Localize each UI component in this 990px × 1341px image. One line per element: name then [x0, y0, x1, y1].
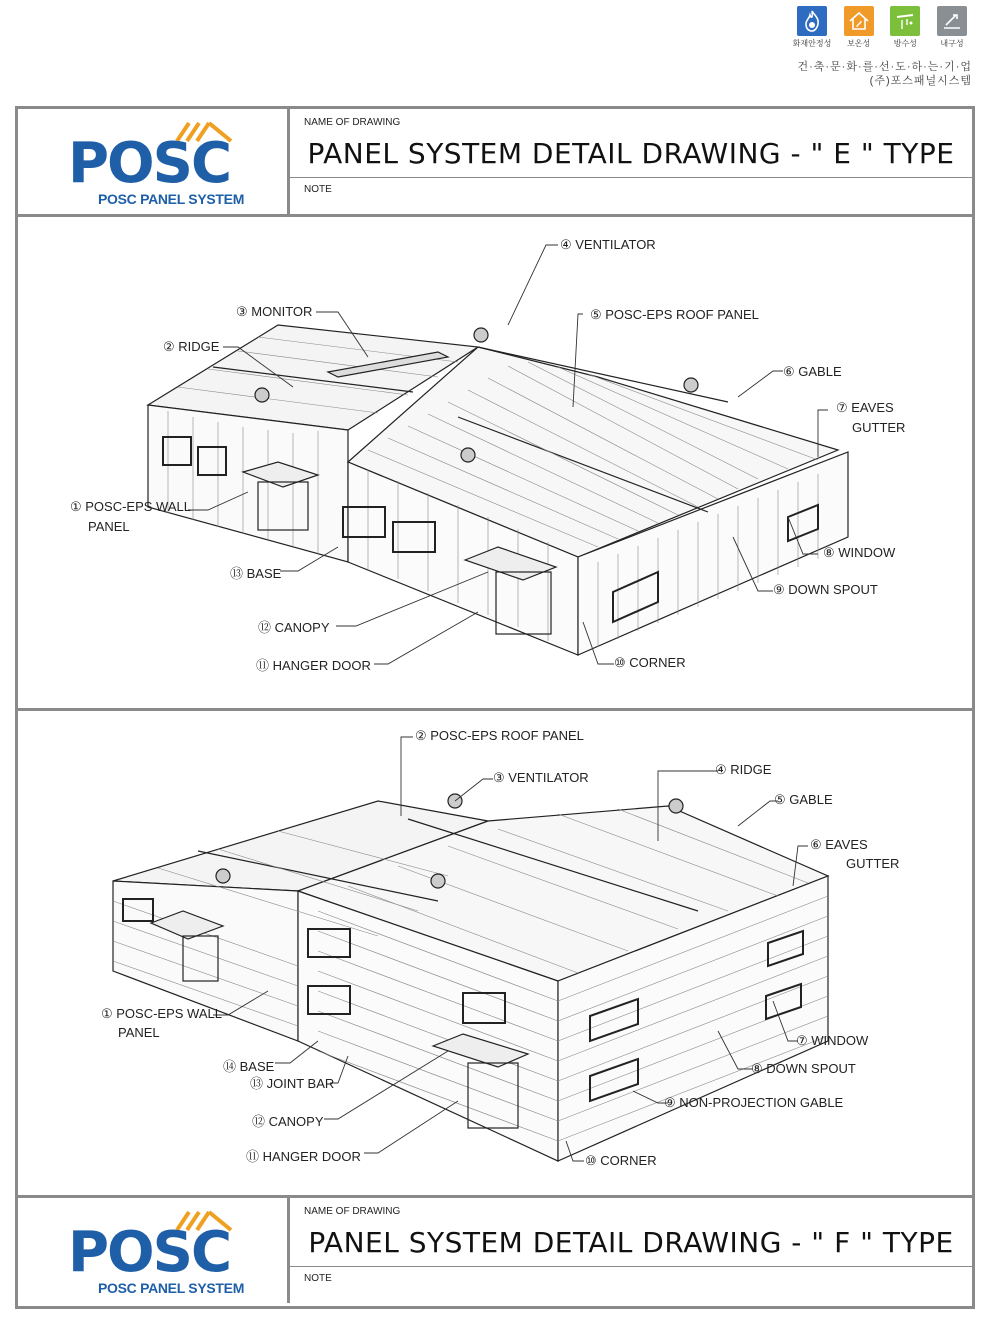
badge-insulation — [839, 6, 879, 49]
label-roof-panel: ⑤ POSC-EPS ROOF PANEL — [590, 307, 759, 322]
logo-word: POSC — [68, 131, 231, 196]
logo-subtitle: POSC PANEL SYSTEM — [98, 191, 245, 207]
label-corner: ⑩ CORNER — [585, 1153, 657, 1168]
title-area — [290, 109, 972, 214]
label-gutter: GUTTER — [846, 856, 900, 871]
title-block-e — [18, 109, 972, 217]
drawing-title: PANEL SYSTEM DETAIL DRAWING - " F " TYPE — [308, 1226, 954, 1259]
label-corner: ⑩ CORNER — [614, 655, 686, 670]
label-ridge: ④ RIDGE — [715, 762, 772, 777]
label-wall-panel: ① POSC-EPS WALL — [101, 1006, 222, 1021]
title-block-f — [18, 1195, 972, 1303]
drawing-f-type — [18, 711, 972, 1195]
label-ventilator: ③ VENTILATOR — [493, 770, 589, 785]
label-canopy: ⑫ CANOPY — [252, 1114, 324, 1129]
label-gable: ⑥ GABLE — [783, 364, 842, 379]
posc-logo — [18, 109, 290, 214]
label-non-projection-gable: ⑨ NON-PROJECTION GABLE — [664, 1095, 844, 1110]
drawing-title: PANEL SYSTEM DETAIL DRAWING - " E " TYPE — [307, 137, 955, 170]
label-base: ⑭ BASE — [223, 1059, 275, 1074]
badge-waterproof — [885, 6, 925, 49]
badge-label: 방수성 — [893, 39, 917, 48]
label-monitor: ③ MONITOR — [236, 304, 313, 319]
flame-icon — [797, 6, 827, 36]
building-e-illustration — [18, 217, 972, 708]
slogan-line: 건·축·문·화·를·선·도·하·는·기·업 — [797, 61, 972, 73]
posc-logo — [18, 1198, 290, 1303]
label-window: ⑧ WINDOW — [823, 545, 896, 560]
label-eaves: ⑥ EAVES — [810, 837, 868, 852]
label-wall-panel: ① POSC-EPS WALL — [70, 499, 191, 514]
badge-label: 내구성 — [940, 39, 964, 48]
label-window: ⑦ WINDOW — [796, 1033, 869, 1048]
durability-icon — [937, 6, 967, 36]
label-eaves: ⑦ EAVES — [836, 400, 894, 415]
label-down-spout: ⑨ DOWN SPOUT — [773, 582, 878, 597]
label-hanger-door: ⑪ HANGER DOOR — [246, 1149, 361, 1164]
title-area — [290, 1198, 972, 1303]
name-of-drawing-label: NAME OF DRAWING — [304, 117, 401, 128]
company-name: (주)포스패널시스템 — [869, 75, 972, 87]
label-ventilator: ④ VENTILATOR — [560, 237, 656, 252]
label-gable: ⑤ GABLE — [774, 792, 833, 807]
logo-word: POSC — [68, 1220, 231, 1285]
label-hanger-door: ⑪ HANGER DOOR — [256, 658, 371, 673]
badge-label: 보온성 — [847, 39, 871, 48]
label-ridge: ② RIDGE — [163, 339, 220, 354]
drawing-e-type — [18, 217, 972, 711]
rain-icon — [890, 6, 920, 36]
note-label: NOTE — [304, 1273, 332, 1284]
quality-badges — [792, 6, 972, 49]
badge-fire-safety — [792, 6, 832, 49]
company-slogan — [797, 60, 972, 88]
label-down-spout: ⑧ DOWN SPOUT — [751, 1061, 856, 1076]
label-joint-bar: ⑬ JOINT BAR — [250, 1076, 335, 1091]
logo-subtitle: POSC PANEL SYSTEM — [98, 1280, 245, 1296]
badge-label: 화재안정성 — [792, 39, 832, 48]
note-label: NOTE — [304, 184, 332, 195]
label-wall-panel-2: PANEL — [88, 519, 130, 534]
badge-durability — [932, 6, 972, 49]
label-gutter: GUTTER — [852, 420, 906, 435]
note-row — [290, 177, 972, 212]
drawing-sheet — [15, 106, 975, 1309]
note-row — [290, 1266, 972, 1301]
label-wall-panel-2: PANEL — [118, 1025, 160, 1040]
label-base: ⑬ BASE — [230, 566, 282, 581]
name-of-drawing-label: NAME OF DRAWING — [304, 1206, 401, 1217]
label-roof-panel: ② POSC-EPS ROOF PANEL — [415, 728, 584, 743]
house-warm-icon — [844, 6, 874, 36]
label-canopy: ⑫ CANOPY — [258, 620, 330, 635]
